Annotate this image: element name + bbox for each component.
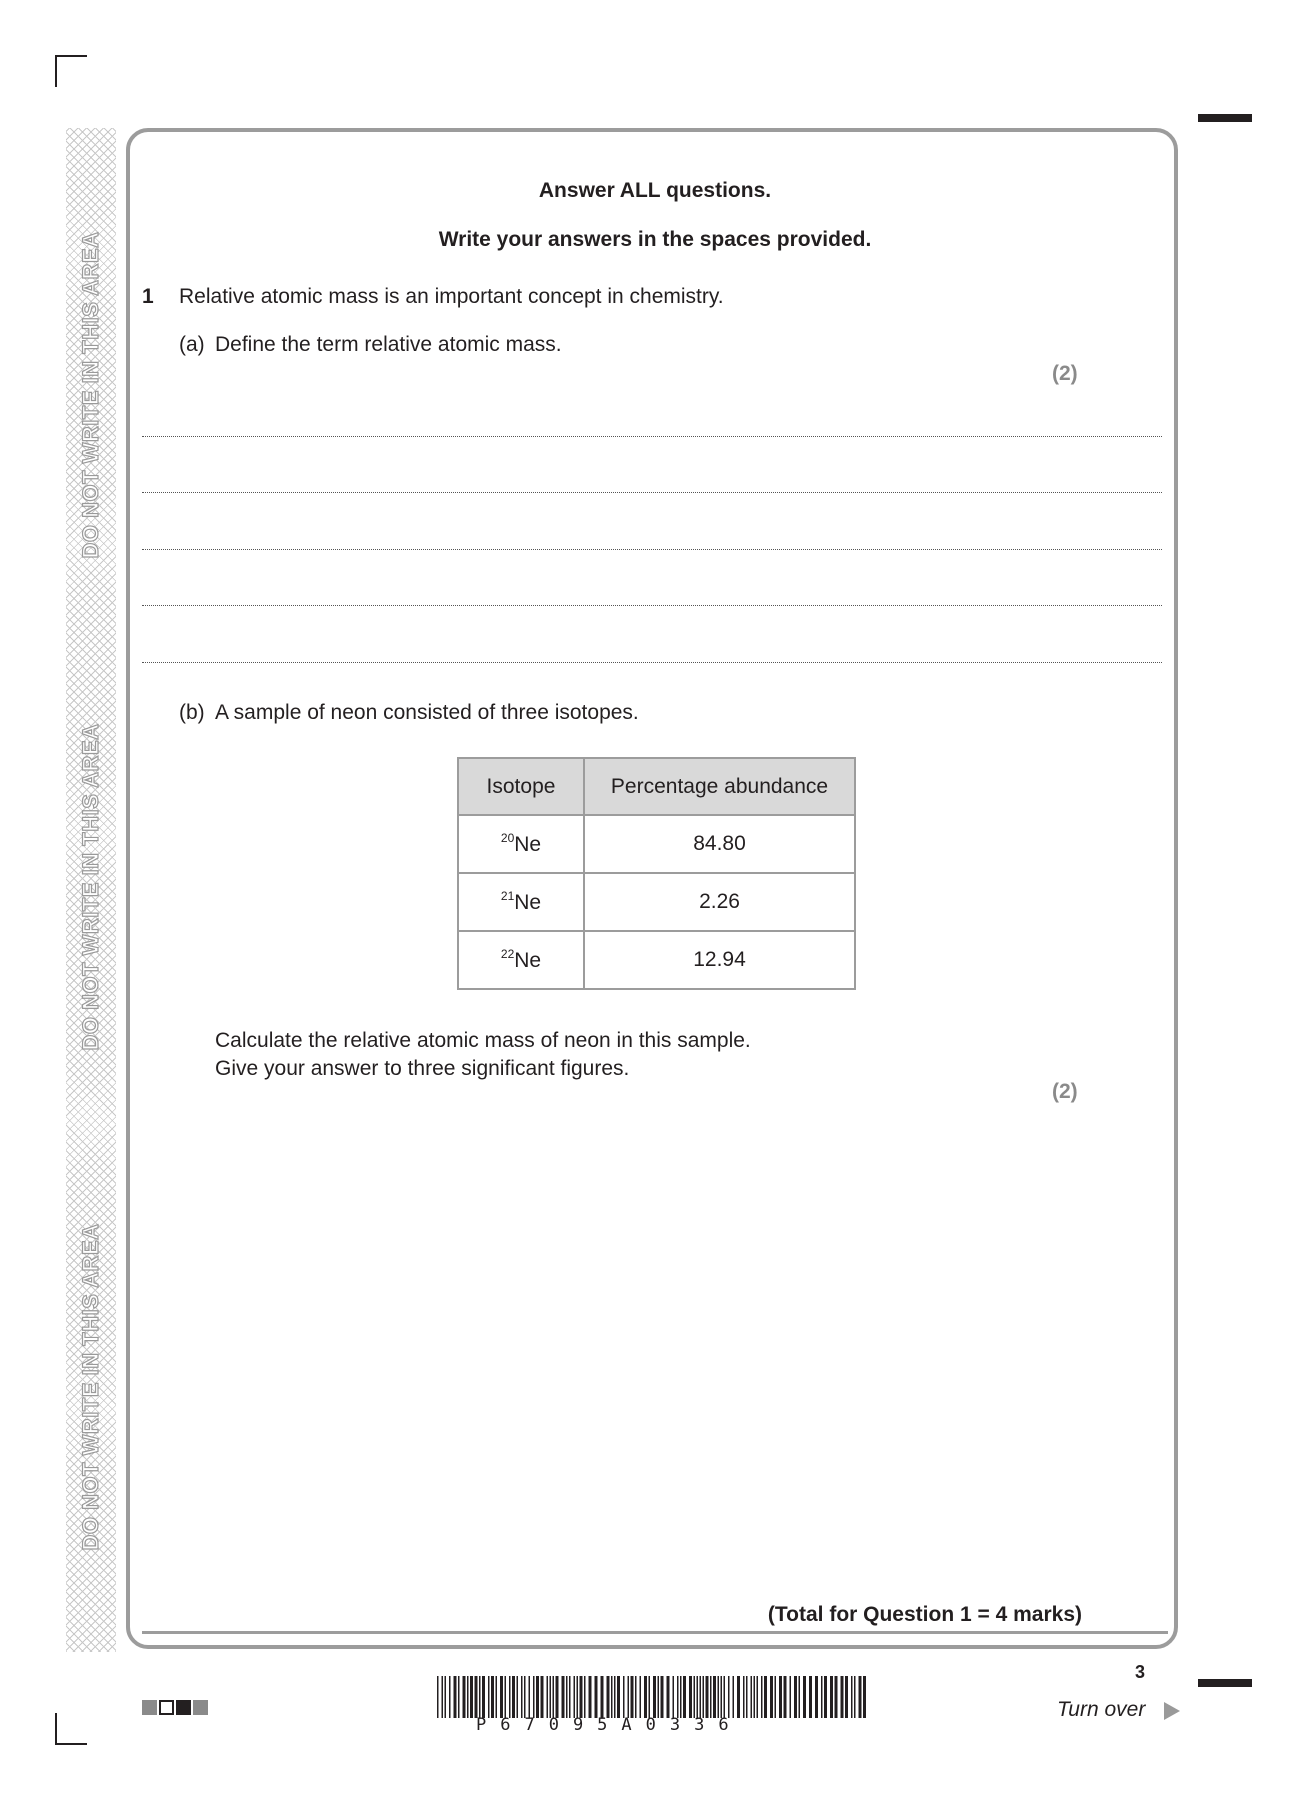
question-total: (Total for Question 1 = 4 marks)	[767, 1603, 1082, 1626]
part-a-text: Define the term relative atomic mass.	[215, 333, 562, 356]
isotope-cell	[458, 873, 584, 931]
crop-mark-bottom-left-v	[55, 1713, 57, 1745]
part-b-text: A sample of neon consisted of three isotopes.	[215, 701, 639, 724]
isotope-table	[457, 757, 856, 990]
table-header-isotope: Isotope	[458, 758, 584, 815]
question-number: 1	[142, 285, 154, 308]
element-symbol: Ne	[514, 891, 542, 914]
crop-mark-top-left-v	[55, 55, 57, 87]
abundance-cell: 2.26	[584, 873, 855, 931]
table-row	[458, 873, 855, 931]
answer-line[interactable]	[142, 492, 1162, 493]
isotope-cell	[458, 931, 584, 989]
barcode	[437, 1676, 870, 1718]
answer-line[interactable]	[142, 662, 1162, 663]
isotope-cell	[458, 815, 584, 873]
element-symbol: Ne	[514, 949, 542, 972]
mass-number: 20	[500, 831, 515, 845]
progress-square	[193, 1700, 208, 1715]
answer-line[interactable]	[142, 436, 1162, 437]
progress-square	[159, 1700, 174, 1715]
part-b-instruction-1: Calculate the relative atomic mass of neon in this sample.	[215, 1029, 751, 1052]
progress-square	[142, 1700, 157, 1715]
margin-warning-1: DO NOT WRITE IN THIS AREA	[78, 231, 103, 559]
progress-square	[176, 1700, 191, 1715]
part-b-marks: (2)	[1052, 1080, 1078, 1103]
table-header-abundance: Percentage abundance	[584, 758, 855, 815]
answer-line[interactable]	[142, 549, 1162, 550]
table-row	[458, 815, 855, 873]
part-a-marks: (2)	[1052, 362, 1078, 385]
answer-line[interactable]	[142, 605, 1162, 606]
table-header-row	[458, 758, 855, 815]
bottom-rule	[142, 1631, 1168, 1634]
part-b-label: (b)	[179, 701, 205, 724]
question-stem: Relative atomic mass is an important concept in chemistry.	[179, 285, 724, 308]
mass-number: 21	[500, 889, 515, 903]
edge-mark-top	[1198, 114, 1252, 122]
part-b-instruction-2: Give your answer to three significant figures.	[215, 1057, 630, 1080]
abundance-cell: 84.80	[584, 815, 855, 873]
header-write-answers: Write your answers in the spaces provided.	[438, 228, 872, 251]
crop-mark-top-left-h	[55, 55, 87, 57]
part-a-label: (a)	[179, 333, 205, 356]
turn-over-text: Turn over	[1057, 1698, 1146, 1721]
edge-mark-bottom	[1198, 1679, 1252, 1687]
margin-warning-2: DO NOT WRITE IN THIS AREA	[78, 723, 103, 1051]
mass-number: 22	[500, 947, 515, 961]
element-symbol: Ne	[514, 833, 542, 856]
margin-warning-3: DO NOT WRITE IN THIS AREA	[78, 1223, 103, 1551]
abundance-cell: 12.94	[584, 931, 855, 989]
crop-mark-bottom-left-h	[55, 1743, 87, 1745]
barcode-number: P67095A0336	[476, 1715, 743, 1735]
header-answer-all: Answer ALL questions.	[538, 179, 772, 202]
page-number: 3	[1135, 1662, 1146, 1682]
turn-over-arrow-icon	[1164, 1702, 1180, 1720]
table-row	[458, 931, 855, 989]
